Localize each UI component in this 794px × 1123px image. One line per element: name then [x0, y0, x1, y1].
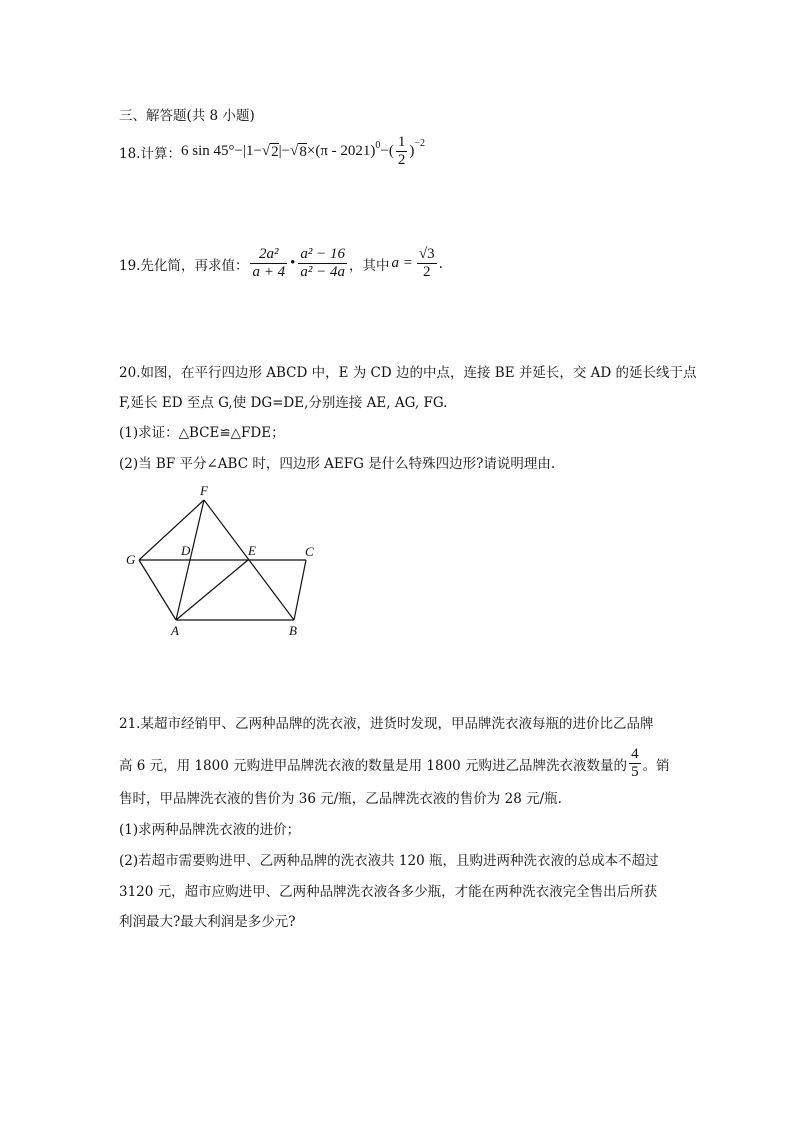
- segment-FG: [139, 500, 204, 560]
- q21-part-2-line-1: (2)若超市需要购进甲、乙两种品牌的洗衣液共 120 瓶，且购进两种洗衣液的总成本不超过: [119, 853, 659, 869]
- label-F: F: [200, 483, 208, 498]
- label-D: D: [181, 543, 191, 558]
- q20-part-1: (1)求证：△BCE≌△FDE；: [119, 425, 285, 441]
- question-18: [119, 134, 425, 170]
- q18-term-pi: ×(π - 2021): [306, 143, 376, 160]
- q19-val-den: 2: [422, 264, 431, 281]
- q21-part-1: (1)求两种品牌洗衣液的进价；: [119, 822, 301, 838]
- q21-line-2-text: 高 6 元，用 1800 元购进甲品牌洗衣液的数量是用 1800 元购进乙品牌洗衣液数量的: [119, 757, 628, 774]
- q21-fraction: [629, 746, 641, 782]
- q19-label: 19.先化简，再求值：: [119, 257, 249, 274]
- q21-line-2: [119, 746, 670, 782]
- label-G: G: [126, 552, 136, 567]
- question-19: [119, 246, 443, 282]
- q21-line-2-end: 。销: [642, 757, 670, 774]
- label-E: E: [248, 543, 256, 558]
- q20-line-1: 20.如图，在平行四边形 ABCD 中，E 为 CD 边的中点，连接 BE 并延长，交 AD 的延长线于点: [119, 365, 697, 381]
- q19-fraction-2: [298, 246, 347, 282]
- q19-condition: ，其中: [349, 257, 390, 274]
- q20-line-2: F,延长 ED 至点 G,使 DG=DE,分别连接 AE, AG, FG.: [119, 395, 448, 411]
- q19-end: .: [438, 255, 443, 272]
- q19-expression: [248, 246, 349, 282]
- q20-part-2: (2)当 BF 平分∠ABC 时，四边形 AEFG 是什么特殊四边形?请说明理由.: [119, 456, 556, 472]
- q18-term-sin: 6 sin 45°−|1−: [180, 143, 262, 160]
- q21-frac-num: 4: [629, 746, 641, 764]
- q21-frac-den: 5: [631, 764, 639, 781]
- q18-half-den: 2: [397, 152, 406, 169]
- q18-term-abs: |−: [278, 143, 291, 160]
- q18-sqrt8: 8: [299, 143, 307, 160]
- segment-GA: [139, 560, 176, 620]
- q19-dot: •: [290, 255, 296, 272]
- q19-value-fraction: [417, 246, 437, 282]
- q21-line-3: 售时，甲品牌洗衣液的售价为 36 元/瓶，乙品牌洗衣液的售价为 28 元/瓶.: [119, 791, 562, 807]
- label-C: C: [305, 544, 314, 559]
- q18-term-paren: −(: [380, 143, 394, 160]
- q19-fraction-1: [250, 246, 287, 282]
- q18-exp-neg2: −2: [414, 138, 425, 150]
- sqrt-symbol: √: [290, 143, 299, 160]
- q18-half-num: 1: [396, 134, 408, 152]
- q18-term-close: ): [409, 143, 415, 160]
- label-A: A: [171, 623, 179, 638]
- q18-expression: [181, 134, 425, 170]
- segment-BC: [294, 560, 306, 620]
- q19-frac1-num: 2a²: [250, 246, 287, 264]
- q18-exp-zero: 0: [375, 140, 381, 152]
- q20-geometry-figure: [118, 480, 338, 645]
- q19-frac2-den: a² − 4a: [300, 264, 345, 281]
- q21-part-2-line-2: 3120 元，超市应购进甲、乙两种品牌洗衣液各多少瓶，才能在两种洗衣液完全售出后所获: [119, 884, 658, 900]
- sqrt-symbol: √: [261, 143, 271, 160]
- label-B: B: [289, 623, 297, 638]
- q18-label: 18.计算：: [119, 145, 181, 162]
- q19-frac1-den: a + 4: [252, 264, 286, 281]
- q21-part-2-line-3: 利润最大?最大利润是多少元?: [119, 914, 296, 930]
- q19-var-eq: a =: [391, 255, 413, 272]
- section-title: 三、解答题(共 8 小题): [119, 108, 255, 124]
- q18-half-fraction: [396, 134, 408, 170]
- q18-sqrt2: 2: [271, 143, 279, 160]
- figure-lines: [139, 500, 306, 620]
- q19-frac2-num: a² − 16: [298, 246, 347, 264]
- q19-val-num: √3: [417, 246, 437, 264]
- segment-AE: [176, 560, 248, 620]
- q21-line-1: 21.某超市经销甲、乙两种品牌的洗衣液，进货时发现，甲品牌洗衣液每瓶的进价比乙品牌: [119, 716, 654, 732]
